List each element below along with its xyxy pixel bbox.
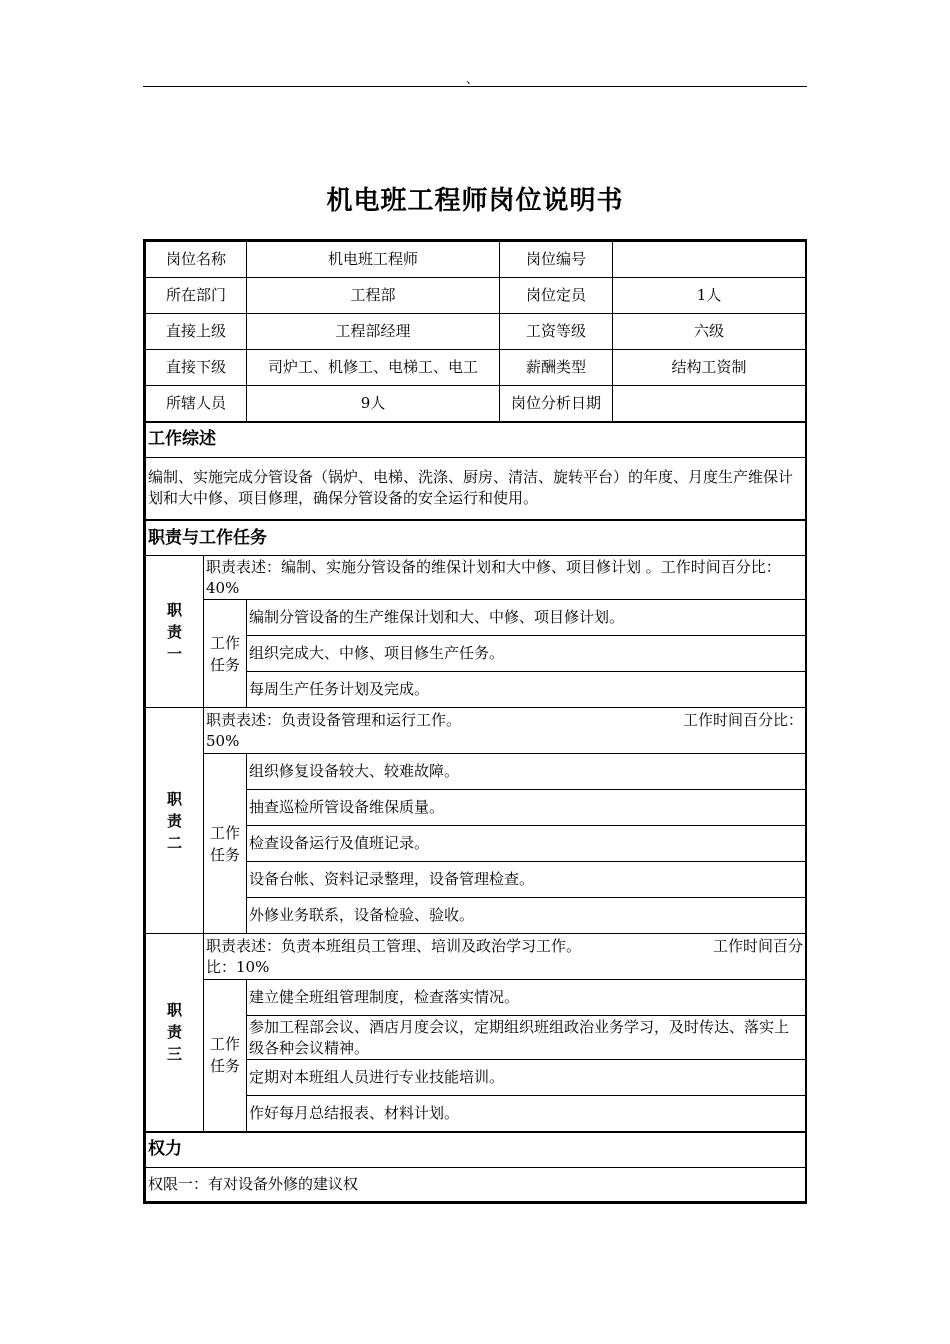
value-staff: 9人 (247, 386, 500, 422)
label-salary-grade: 工资等级 (500, 314, 613, 350)
duty-3-percent-value: 比：10% (206, 957, 270, 976)
page-title: 机电班工程师岗位说明书 (326, 186, 624, 216)
duty-2-task: 组织修复设备较大、较难故障。 (247, 754, 806, 790)
duty-3-title (146, 934, 204, 1132)
duty-3-task-label: 工作任务 (204, 980, 247, 1132)
value-salary-grade: 六级 (613, 314, 806, 350)
summary-heading: 工作综述 (146, 422, 806, 458)
info-row (146, 278, 806, 314)
duty-row (146, 556, 806, 600)
duty-3-desc-text: 职责表述：负责本班组员工管理、培训及政治学习工作。 (206, 936, 582, 955)
duty-3-title-char: 职 责 三 (166, 1001, 182, 1064)
duty-3-task: 建立健全班组管理制度，检查落实情况。 (247, 980, 806, 1016)
duty-row (146, 934, 806, 980)
duty-2-desc-text: 职责表述：负责设备管理和运行工作。 (206, 710, 462, 729)
label-position-code: 岗位编号 (500, 242, 613, 278)
duty-2-title (146, 708, 204, 934)
duty-2-task: 抽查巡检所管设备维保质量。 (247, 790, 806, 826)
duty-3-task: 定期对本班组人员进行专业技能培训。 (247, 1060, 806, 1096)
section-header (146, 520, 806, 556)
value-position-code (613, 242, 806, 278)
label-department: 所在部门 (146, 278, 247, 314)
section-header (146, 1132, 806, 1168)
label-supervisor: 直接上级 (146, 314, 247, 350)
label-headcount: 岗位定员 (500, 278, 613, 314)
value-supervisor: 工程部经理 (247, 314, 500, 350)
duty-2-task-label: 工作任务 (204, 754, 247, 934)
label-analysis-date: 岗位分析日期 (500, 386, 613, 422)
duty-2-task: 设备台帐、资料记录整理，设备管理检查。 (247, 862, 806, 898)
info-row (146, 314, 806, 350)
duty-1-title (146, 556, 204, 708)
value-position-name: 机电班工程师 (247, 242, 500, 278)
value-pay-type: 结构工资制 (613, 350, 806, 386)
duty-2-title-char: 职 责 二 (166, 789, 182, 852)
duty-3-task: 参加工程部会议、酒店月度会议，定期组织班组政治业务学习，及时传达、落实上级各种会议精神。 (247, 1016, 806, 1060)
duty-2-description (204, 708, 806, 754)
header-rule (143, 86, 807, 87)
section-header (146, 422, 806, 458)
duty-1-description: 职责表述：编制、实施分管设备的维保计划和大中修、项目修计划 。工作时间百分比：40% (204, 556, 806, 600)
duty-2-percent-label: 工作时间百分比： (683, 710, 804, 729)
duty-3-percent-label: 工作时间百分 (713, 936, 804, 955)
authority-item: 权限一：有对设备外修的建议权 (146, 1167, 806, 1201)
label-pay-type: 薪酬类型 (500, 350, 613, 386)
duty-2-task: 外修业务联系，设备检验、验收。 (247, 898, 806, 934)
label-position-name: 岗位名称 (146, 242, 247, 278)
summary-text: 编制、实施完成分管设备（锅炉、电梯、洗涤、厨房、清洁、旋转平台）的年度、月度生产维保计划和大中修、项目修理，确保分管设备的安全运行和使用。 (146, 457, 806, 520)
duty-1-task: 组织完成大、中修、项目修生产任务。 (247, 636, 806, 672)
duty-1-task-label: 工作任务 (204, 600, 247, 708)
value-headcount: 1人 (613, 278, 806, 314)
duty-3-task: 作好每月总结报表、材料计划。 (247, 1096, 806, 1132)
info-row (146, 350, 806, 386)
authority-heading: 权力 (146, 1132, 806, 1168)
duty-3-description (204, 934, 806, 980)
value-department: 工程部 (247, 278, 500, 314)
label-staff: 所辖人员 (146, 386, 247, 422)
duty-1-title-char: 职 责 一 (166, 600, 182, 663)
info-row (146, 242, 806, 278)
duty-1-task: 编制分管设备的生产维保计划和大、中修、项目修计划。 (247, 600, 806, 636)
label-subordinates: 直接下级 (146, 350, 247, 386)
info-row (146, 386, 806, 422)
value-subordinates: 司炉工、机修工、电梯工、电工 (247, 350, 500, 386)
duty-1-task: 每周生产任务计划及完成。 (247, 672, 806, 708)
header-mark: 、 (466, 72, 479, 86)
value-analysis-date (613, 386, 806, 422)
duty-row (146, 708, 806, 754)
duties-heading: 职责与工作任务 (146, 520, 806, 556)
duty-2-task: 检查设备运行及值班记录。 (247, 826, 806, 862)
job-description-table (143, 239, 807, 1204)
duty-2-percent-value: 50% (206, 731, 240, 750)
